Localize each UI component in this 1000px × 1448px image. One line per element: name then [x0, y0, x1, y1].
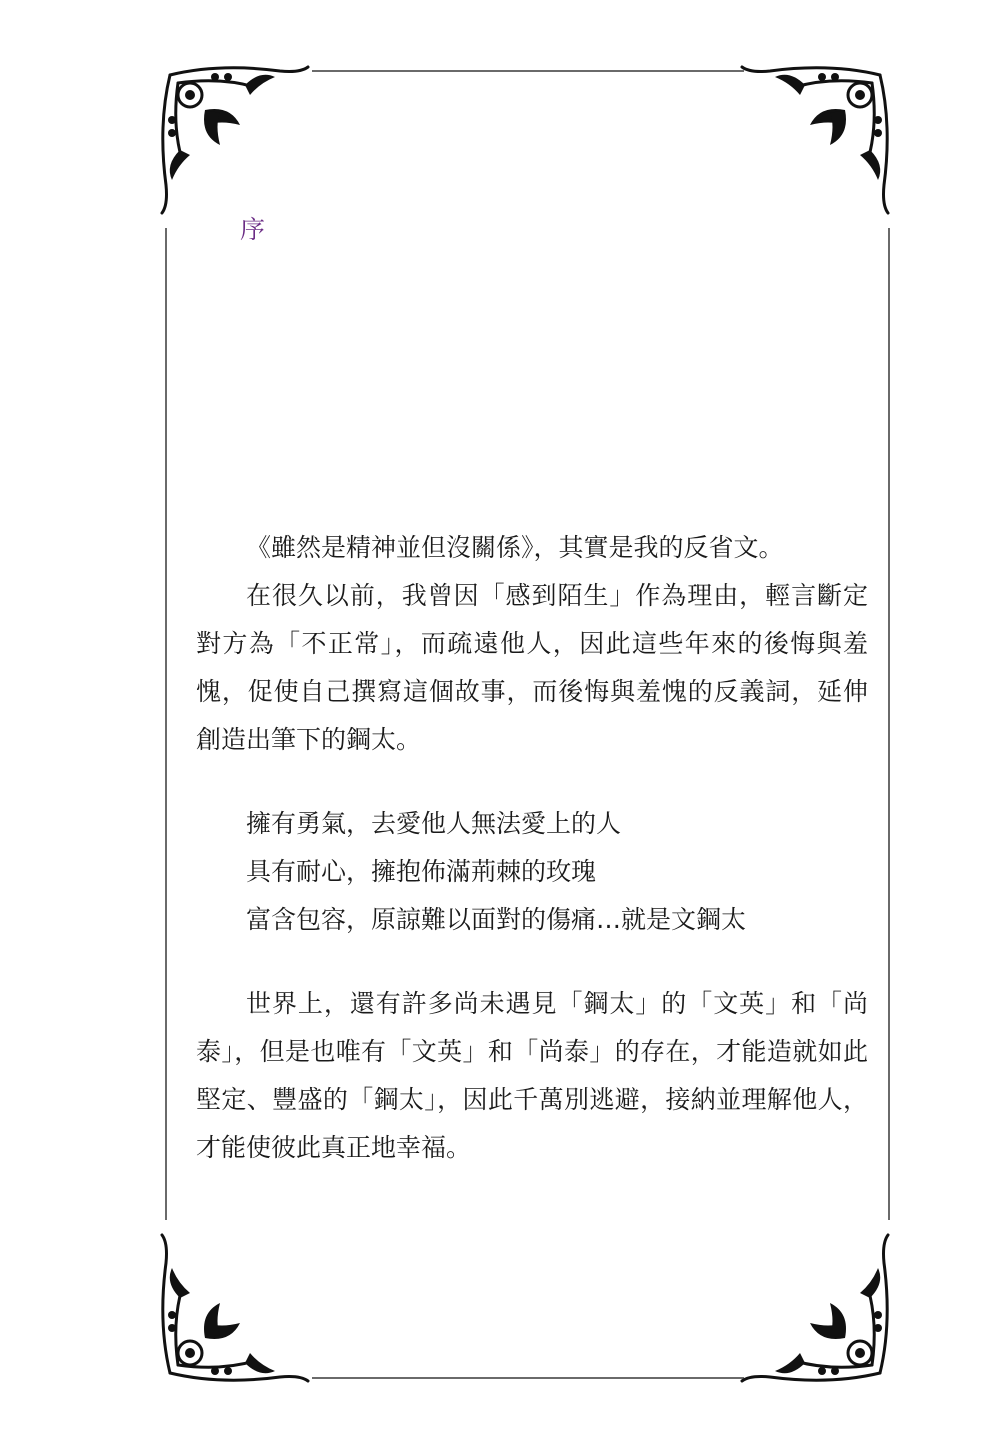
frame-top-line	[312, 70, 744, 72]
frame-right-line	[888, 228, 890, 1220]
corner-ornament-icon	[160, 65, 310, 215]
verse-block	[196, 800, 868, 944]
frame-bottom-line	[312, 1377, 744, 1379]
paragraph: 《雖然是精神並但沒關係》，其實是我的反省文。	[246, 533, 784, 562]
verse-line: 具有耐心，擁抱佈滿荊棘的玫瑰	[246, 857, 597, 886]
chapter-title: 序	[240, 215, 266, 244]
frame-left-line	[165, 228, 167, 1220]
verse-line: 富含包容，原諒難以面對的傷痛…就是文鋼太	[246, 905, 747, 934]
corner-ornament-icon	[160, 1233, 310, 1383]
corner-ornament-icon	[740, 1233, 890, 1383]
corner-ornament-icon	[740, 65, 890, 215]
paragraph: 在很久以前，我曾因「感到陌生」作為理由，輕言斷定對方為「不正常」，而疏遠他人，因此這些年來的後悔與羞愧，促使自己撰寫這個故事，而後悔與羞愧的反義詞，延伸創造出筆下的鋼太。	[196, 581, 868, 754]
verse-line: 擁有勇氣，去愛他人無法愛上的人	[246, 809, 622, 838]
preface-intro-block	[196, 524, 868, 764]
preface-closing-block	[196, 980, 868, 1172]
paragraph: 世界上，還有許多尚未遇見「鋼太」的「文英」和「尚泰」，但是也唯有「文英」和「尚泰」的存在，才能造就如此堅定、豐盛的「鋼太」，因此千萬別逃避，接納並理解他人，才能使彼此真正地幸福。	[196, 989, 868, 1162]
